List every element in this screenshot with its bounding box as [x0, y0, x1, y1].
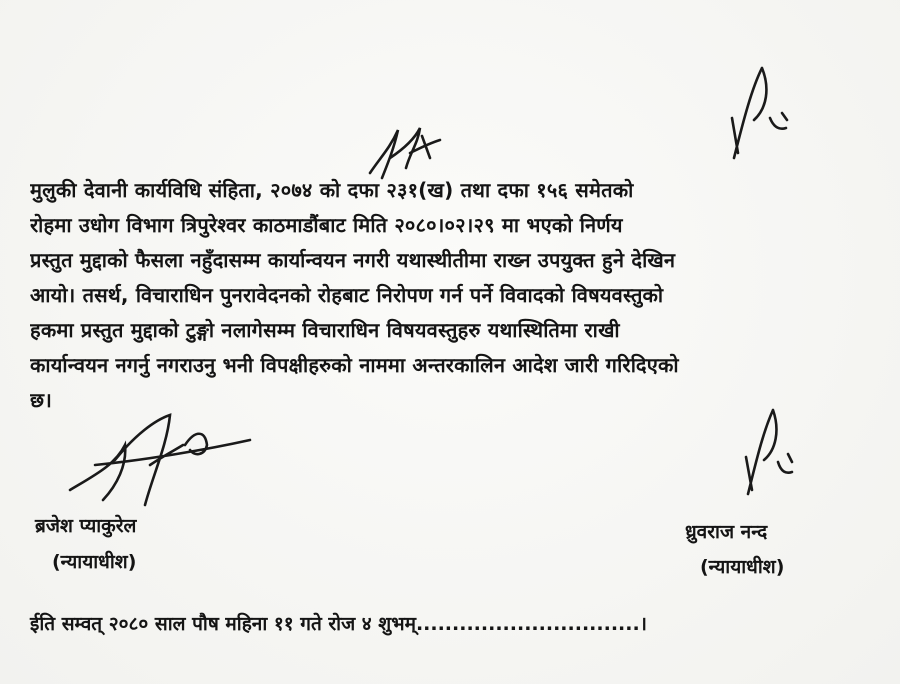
- judge-signature-left: [55, 405, 255, 515]
- date-line: ईति सम्वत् २०८० साल पौष महिना ११ गते रोज ४ शुभम्...............................।: [30, 613, 647, 635]
- order-line: आयो। तसर्थ, विचाराधिन पुनरावेदनको रोहबाट निरोपण गर्न पर्ने विवादको विषयवस्तुको: [30, 283, 664, 307]
- order-line: छ।: [30, 388, 52, 412]
- order-line: प्रस्तुत मुद्दाको फैसला नहुँदासम्म कार्यान्वयन नगरी यथास्थीतीमा राख्न उपयुक्त हुने देखिन: [30, 248, 676, 272]
- judge-title-right: (न्यायाधीश): [700, 556, 785, 578]
- judge-name-right: ध्रुवराज नन्द: [685, 521, 768, 543]
- order-line: हकमा प्रस्तुत मुद्दाको टुङ्गो नलागेसम्म विचाराधिन विषयवस्तुहरु यथास्थितिमा राखी: [30, 318, 620, 342]
- order-line: रोहमा उधोग विभाग त्रिपुरेश्वर काठमाडौंबाट मिति २०८०।०२।२९ मा भएको निर्णय: [30, 213, 623, 237]
- judge-name-left: ब्रजेश प्याकुरेल: [35, 515, 137, 537]
- judge-title-left: (न्यायाधीश): [52, 551, 137, 573]
- order-line: मुलुकी देवानी कार्यविधि संहिता, २०७४ को दफा २३१(ख) तथा दफा १५६ समेतको: [30, 178, 634, 202]
- order-line: कार्यान्वयन नगर्नु नगराउनु भनी विपक्षीहरुको नाममा अन्तरकालिन आदेश जारी गरिदिएको: [30, 353, 679, 377]
- order-text: [30, 173, 885, 418]
- top-signature-right: [712, 58, 802, 168]
- judge-signature-right: [728, 402, 798, 502]
